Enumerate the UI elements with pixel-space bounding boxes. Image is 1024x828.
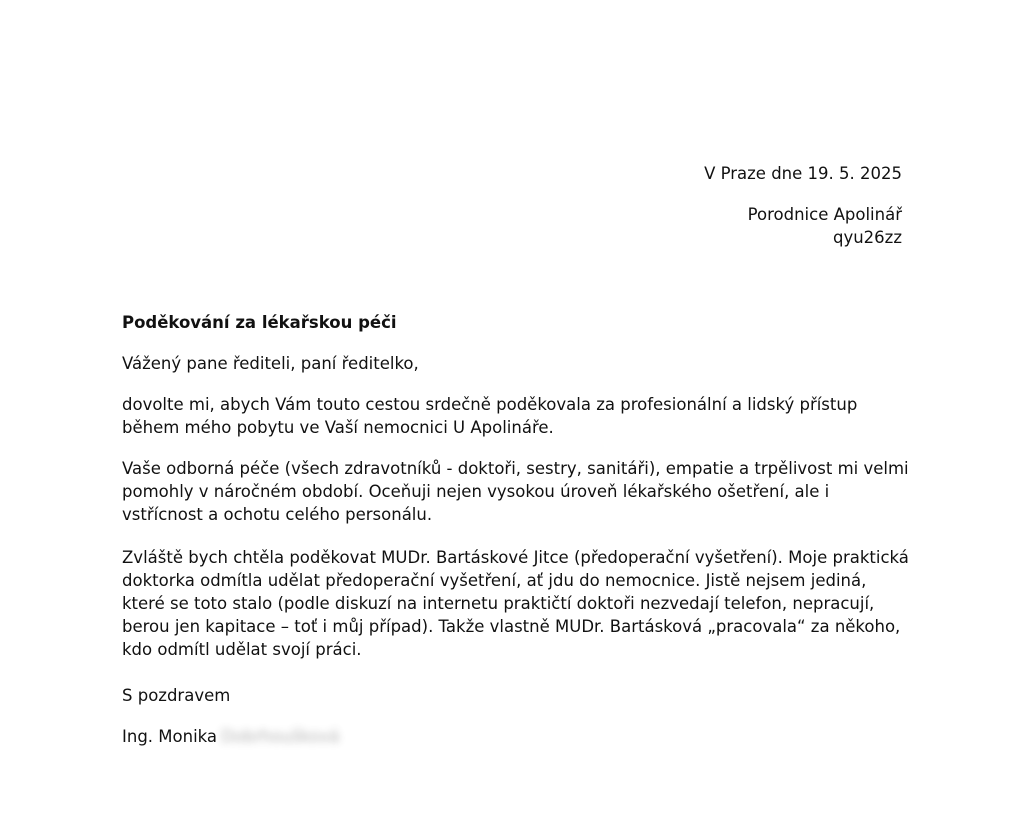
recipient-name: Porodnice Apolinář: [747, 205, 902, 224]
letter-subject: Poděkování za lékařskou péči: [122, 313, 397, 332]
date-line: [704, 162, 902, 185]
paragraph-3-text: Zvláště bych chtěla poděkovat MUDr. Bartáskové Jitce (předoperační vyšetření). Moje praktická doktorka odmítla udělat předoperační vyšetření, ať jdu do nemocnice. Jistě nejsem jediná, které se toto stalo (podle diskuzí na internetu praktičtí doktoři nezvedají telefon, nepracují, berou jen kapitace – toť i můj případ). Takže vlastně MUDr. Bartásková „pracovala“ za někoho, kdo odmítl udělat svojí práci.: [122, 548, 909, 659]
letter-salutation: Vážený pane řediteli, paní ředitelko,: [122, 354, 419, 373]
letter-signature: [122, 725, 912, 748]
date-text: V Praze dne 19. 5. 2025: [704, 164, 902, 183]
letter-closing: S pozdravem: [122, 686, 231, 705]
recipient-code: qyu26zz: [832, 228, 902, 247]
signature-first-name: Ing. Monika: [122, 727, 218, 746]
recipient-block: [748, 203, 902, 249]
paragraph-1-text: dovolte mi, abych Vám touto cestou srdečně poděkovala za profesionální a lidský přístup během mého pobytu ve Vaší nemocnici U Apolináře.: [122, 395, 858, 437]
paragraph-3: [122, 546, 912, 661]
paragraph-2: [122, 457, 912, 526]
signature-surname-redacted: Dobrhoušková: [221, 727, 340, 746]
paragraph-1: [122, 393, 912, 439]
paragraph-2-text: Vaše odborná péče (všech zdravotníků - doktoři, sestry, sanitáři), empatie a trpělivost mi velmi pomohly v náročném období. Oceňuji nejen vysokou úroveň lékařského ošetření, ale i vstřícnost a ochotu celého personálu.: [122, 459, 909, 524]
